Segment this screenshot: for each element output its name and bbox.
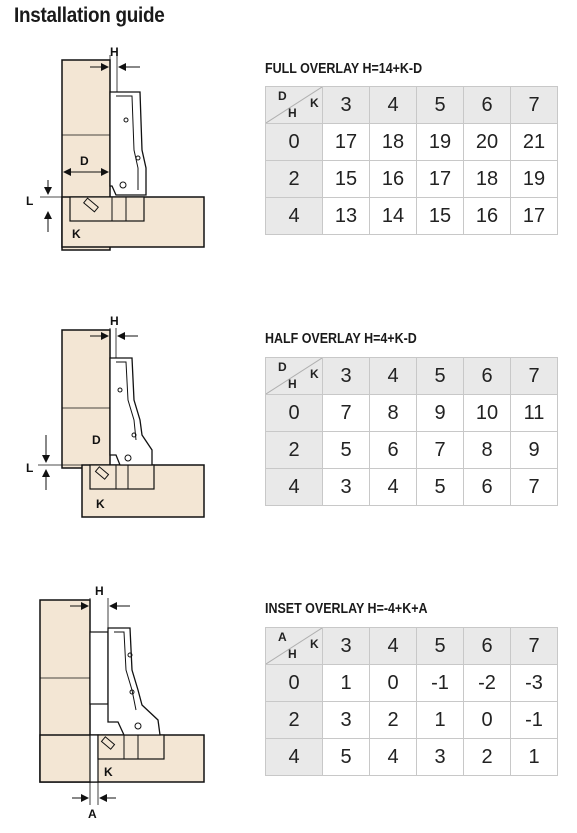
k-header: 4: [370, 358, 417, 395]
table-cell: 18: [464, 161, 511, 198]
table-cell: 3: [417, 739, 464, 776]
k-header: 7: [511, 358, 558, 395]
table-cell: 2: [370, 702, 417, 739]
table-cell: 1: [417, 702, 464, 739]
inset-overlay-title: INSET OVERLAY H=-4+K+A: [265, 601, 428, 617]
table-cell: 2: [464, 739, 511, 776]
inset-h-label: H: [95, 584, 104, 598]
k-header: 7: [511, 87, 558, 124]
half-overlay-diagram: [20, 310, 220, 520]
h-header: 0: [266, 124, 323, 161]
table-cell: 3: [323, 702, 370, 739]
half-k-label: K: [96, 497, 105, 511]
corner-top-label: D: [278, 89, 287, 103]
corner-k-label: K: [310, 367, 319, 381]
inset-overlay-table: [265, 627, 558, 776]
table-row: [266, 469, 558, 506]
table-row: [266, 702, 558, 739]
corner-top-label: A: [278, 630, 287, 644]
table-cell: 8: [464, 432, 511, 469]
h-header: 2: [266, 432, 323, 469]
table-cell: 6: [464, 469, 511, 506]
table-cell: 14: [370, 198, 417, 235]
half-h-label: H: [110, 314, 119, 328]
page-title: Installation guide: [14, 4, 165, 27]
full-overlay-table: [265, 86, 558, 235]
table-cell: 4: [370, 739, 417, 776]
table-cell: 3: [323, 469, 370, 506]
table-row: [266, 665, 558, 702]
table-cell: 17: [511, 198, 558, 235]
table-cell: 4: [370, 469, 417, 506]
full-l-label: L: [26, 194, 34, 208]
h-header: 4: [266, 198, 323, 235]
table-cell: 1: [511, 739, 558, 776]
k-header: 3: [323, 628, 370, 665]
k-header: 7: [511, 628, 558, 665]
corner-k-label: K: [310, 637, 319, 651]
table-cell: 15: [417, 198, 464, 235]
table-row: [266, 432, 558, 469]
full-overlay-title: FULL OVERLAY H=14+K-D: [265, 61, 423, 77]
table-cell: 20: [464, 124, 511, 161]
table-cell: 19: [417, 124, 464, 161]
full-k-label: K: [72, 227, 81, 241]
k-header: 6: [464, 358, 511, 395]
h-header: 0: [266, 665, 323, 702]
table-cell: 0: [370, 665, 417, 702]
table-cell: 0: [464, 702, 511, 739]
inset-overlay-diagram: [20, 580, 220, 820]
half-overlay-title: HALF OVERLAY H=4+K-D: [265, 331, 417, 347]
corner-h-label: H: [288, 106, 297, 120]
corner-h-label: H: [288, 377, 297, 391]
corner-cell: [266, 358, 323, 395]
table-cell: 16: [370, 161, 417, 198]
inset-k-label: K: [104, 765, 113, 779]
k-header: 6: [464, 628, 511, 665]
half-overlay-table: [265, 357, 558, 506]
table-cell: 19: [511, 161, 558, 198]
table-cell: 7: [323, 395, 370, 432]
table-row: [266, 161, 558, 198]
table-cell: 10: [464, 395, 511, 432]
table-row: [266, 124, 558, 161]
k-header: 5: [417, 87, 464, 124]
k-header: 4: [370, 87, 417, 124]
table-row: [266, 395, 558, 432]
full-h-label: H: [110, 45, 119, 59]
k-header: 6: [464, 87, 511, 124]
corner-top-label: D: [278, 360, 287, 374]
table-cell: 5: [323, 432, 370, 469]
table-cell: -1: [417, 665, 464, 702]
table-cell: 17: [323, 124, 370, 161]
k-header: 3: [323, 87, 370, 124]
h-header: 0: [266, 395, 323, 432]
corner-cell: [266, 628, 323, 665]
k-header: 5: [417, 358, 464, 395]
table-row: [266, 739, 558, 776]
table-cell: 11: [511, 395, 558, 432]
h-header: 2: [266, 702, 323, 739]
h-header: 2: [266, 161, 323, 198]
h-header: 4: [266, 469, 323, 506]
inset-a-label: A: [88, 807, 97, 820]
table-row: [266, 198, 558, 235]
table-cell: 18: [370, 124, 417, 161]
corner-k-label: K: [310, 96, 319, 110]
table-cell: 5: [417, 469, 464, 506]
corner-h-label: H: [288, 647, 297, 661]
table-cell: 9: [417, 395, 464, 432]
half-d-label: D: [92, 433, 101, 447]
table-cell: 7: [511, 469, 558, 506]
table-cell: 17: [417, 161, 464, 198]
table-cell: -2: [464, 665, 511, 702]
table-cell: 9: [511, 432, 558, 469]
h-header: 4: [266, 739, 323, 776]
table-cell: 7: [417, 432, 464, 469]
k-header: 3: [323, 358, 370, 395]
table-cell: 5: [323, 739, 370, 776]
table-cell: 13: [323, 198, 370, 235]
full-overlay-diagram: [20, 0, 220, 260]
table-cell: -3: [511, 665, 558, 702]
corner-cell: [266, 87, 323, 124]
table-cell: 21: [511, 124, 558, 161]
k-header: 4: [370, 628, 417, 665]
table-cell: 6: [370, 432, 417, 469]
k-header: 5: [417, 628, 464, 665]
full-d-label: D: [80, 154, 89, 168]
table-cell: -1: [511, 702, 558, 739]
table-cell: 1: [323, 665, 370, 702]
table-cell: 15: [323, 161, 370, 198]
table-cell: 16: [464, 198, 511, 235]
half-l-label: L: [26, 461, 34, 475]
table-cell: 8: [370, 395, 417, 432]
